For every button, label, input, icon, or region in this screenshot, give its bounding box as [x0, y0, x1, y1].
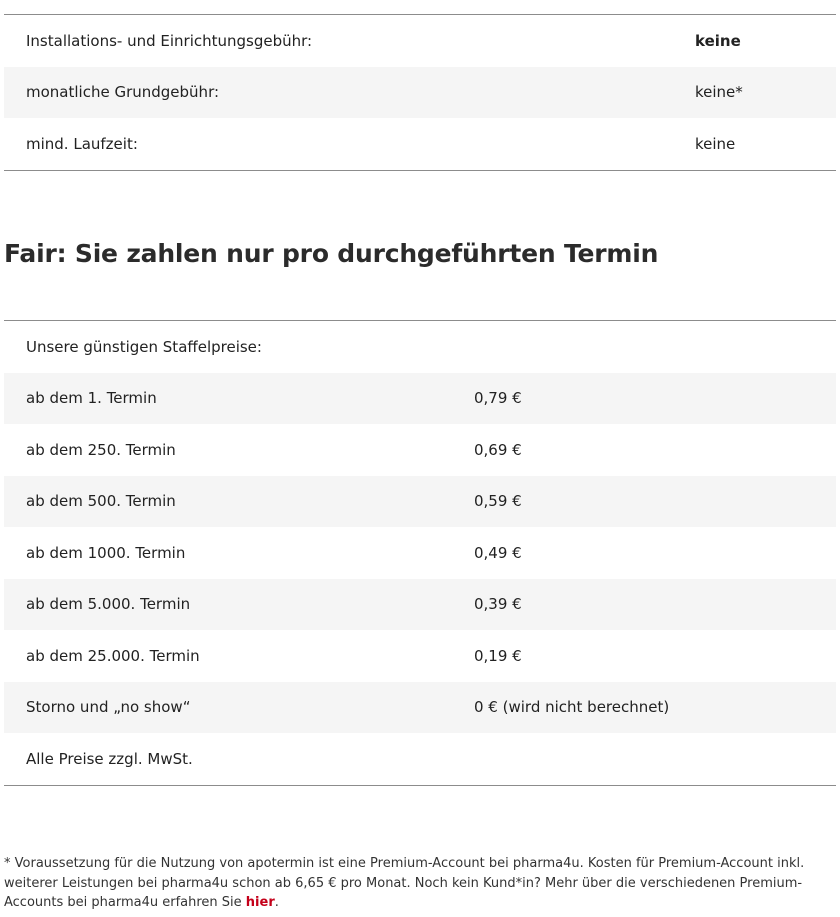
- price-tier-label: ab dem 250. Termin: [26, 440, 176, 459]
- price-tier-table: [4, 320, 836, 786]
- fees-value: keine: [695, 134, 736, 153]
- price-row: [4, 373, 836, 425]
- price-tier-value: 0,39 €: [452, 579, 836, 631]
- price-row: [4, 527, 836, 579]
- footnote-end: .: [274, 895, 279, 910]
- premium-accounts-link[interactable]: hier: [245, 895, 275, 910]
- price-row: [4, 630, 836, 682]
- section-heading: Fair: Sie zahlen nur pro durchgeführten Termin: [4, 239, 659, 268]
- fees-value: keine: [695, 31, 741, 50]
- price-tier-label: ab dem 500. Termin: [4, 476, 452, 528]
- price-tier-label: ab dem 25.000. Termin: [26, 646, 200, 665]
- price-intro-row: [4, 321, 836, 373]
- price-tier-value: 0,69 €: [474, 440, 522, 459]
- price-tier-label: ab dem 1000. Termin: [26, 543, 186, 562]
- price-row: [4, 579, 836, 631]
- price-tier-label: ab dem 1. Termin: [4, 373, 452, 425]
- price-intro: Unsere günstigen Staffelpreise:: [26, 337, 262, 356]
- footnote: [4, 854, 834, 913]
- price-tier-value: 0,79 €: [452, 373, 836, 425]
- fees-table: [4, 14, 836, 171]
- price-tier-value: 0,59 €: [452, 476, 836, 528]
- fees-row-installation: [4, 15, 836, 67]
- fees-label: Installations- und Einrichtungsgebühr:: [26, 31, 313, 50]
- fees-row-monthly: [4, 67, 836, 119]
- price-row: [4, 424, 836, 476]
- fees-label: monatliche Grundgebühr:: [4, 67, 695, 119]
- fees-value: keine*: [695, 67, 836, 119]
- price-tier-value: 0 € (wird nicht berechnet): [452, 682, 836, 734]
- fees-row-term: [4, 118, 836, 170]
- price-row: [4, 476, 836, 528]
- price-note-row: [4, 733, 836, 785]
- price-tier-value: 0,49 €: [474, 543, 522, 562]
- price-tier-label: ab dem 5.000. Termin: [4, 579, 452, 631]
- price-tier-value: 0,19 €: [474, 646, 522, 665]
- fees-label: mind. Laufzeit:: [26, 134, 138, 153]
- price-tax-note: Alle Preise zzgl. MwSt.: [26, 749, 193, 768]
- footnote-text: * Voraussetzung für die Nutzung von apotermin ist eine Premium-Account bei pharma4u. Kosten für Premium-Account inkl. weiterer Leistungen bei pharma4u schon ab 6,65 € pro Monat. Noch kein Kund*in? Mehr über die verschiedenen Premium-Accounts bei pharma4u erfahren Sie: [4, 856, 805, 910]
- price-row-cancellation: [4, 682, 836, 734]
- price-tier-label: Storno und „no show“: [4, 682, 452, 734]
